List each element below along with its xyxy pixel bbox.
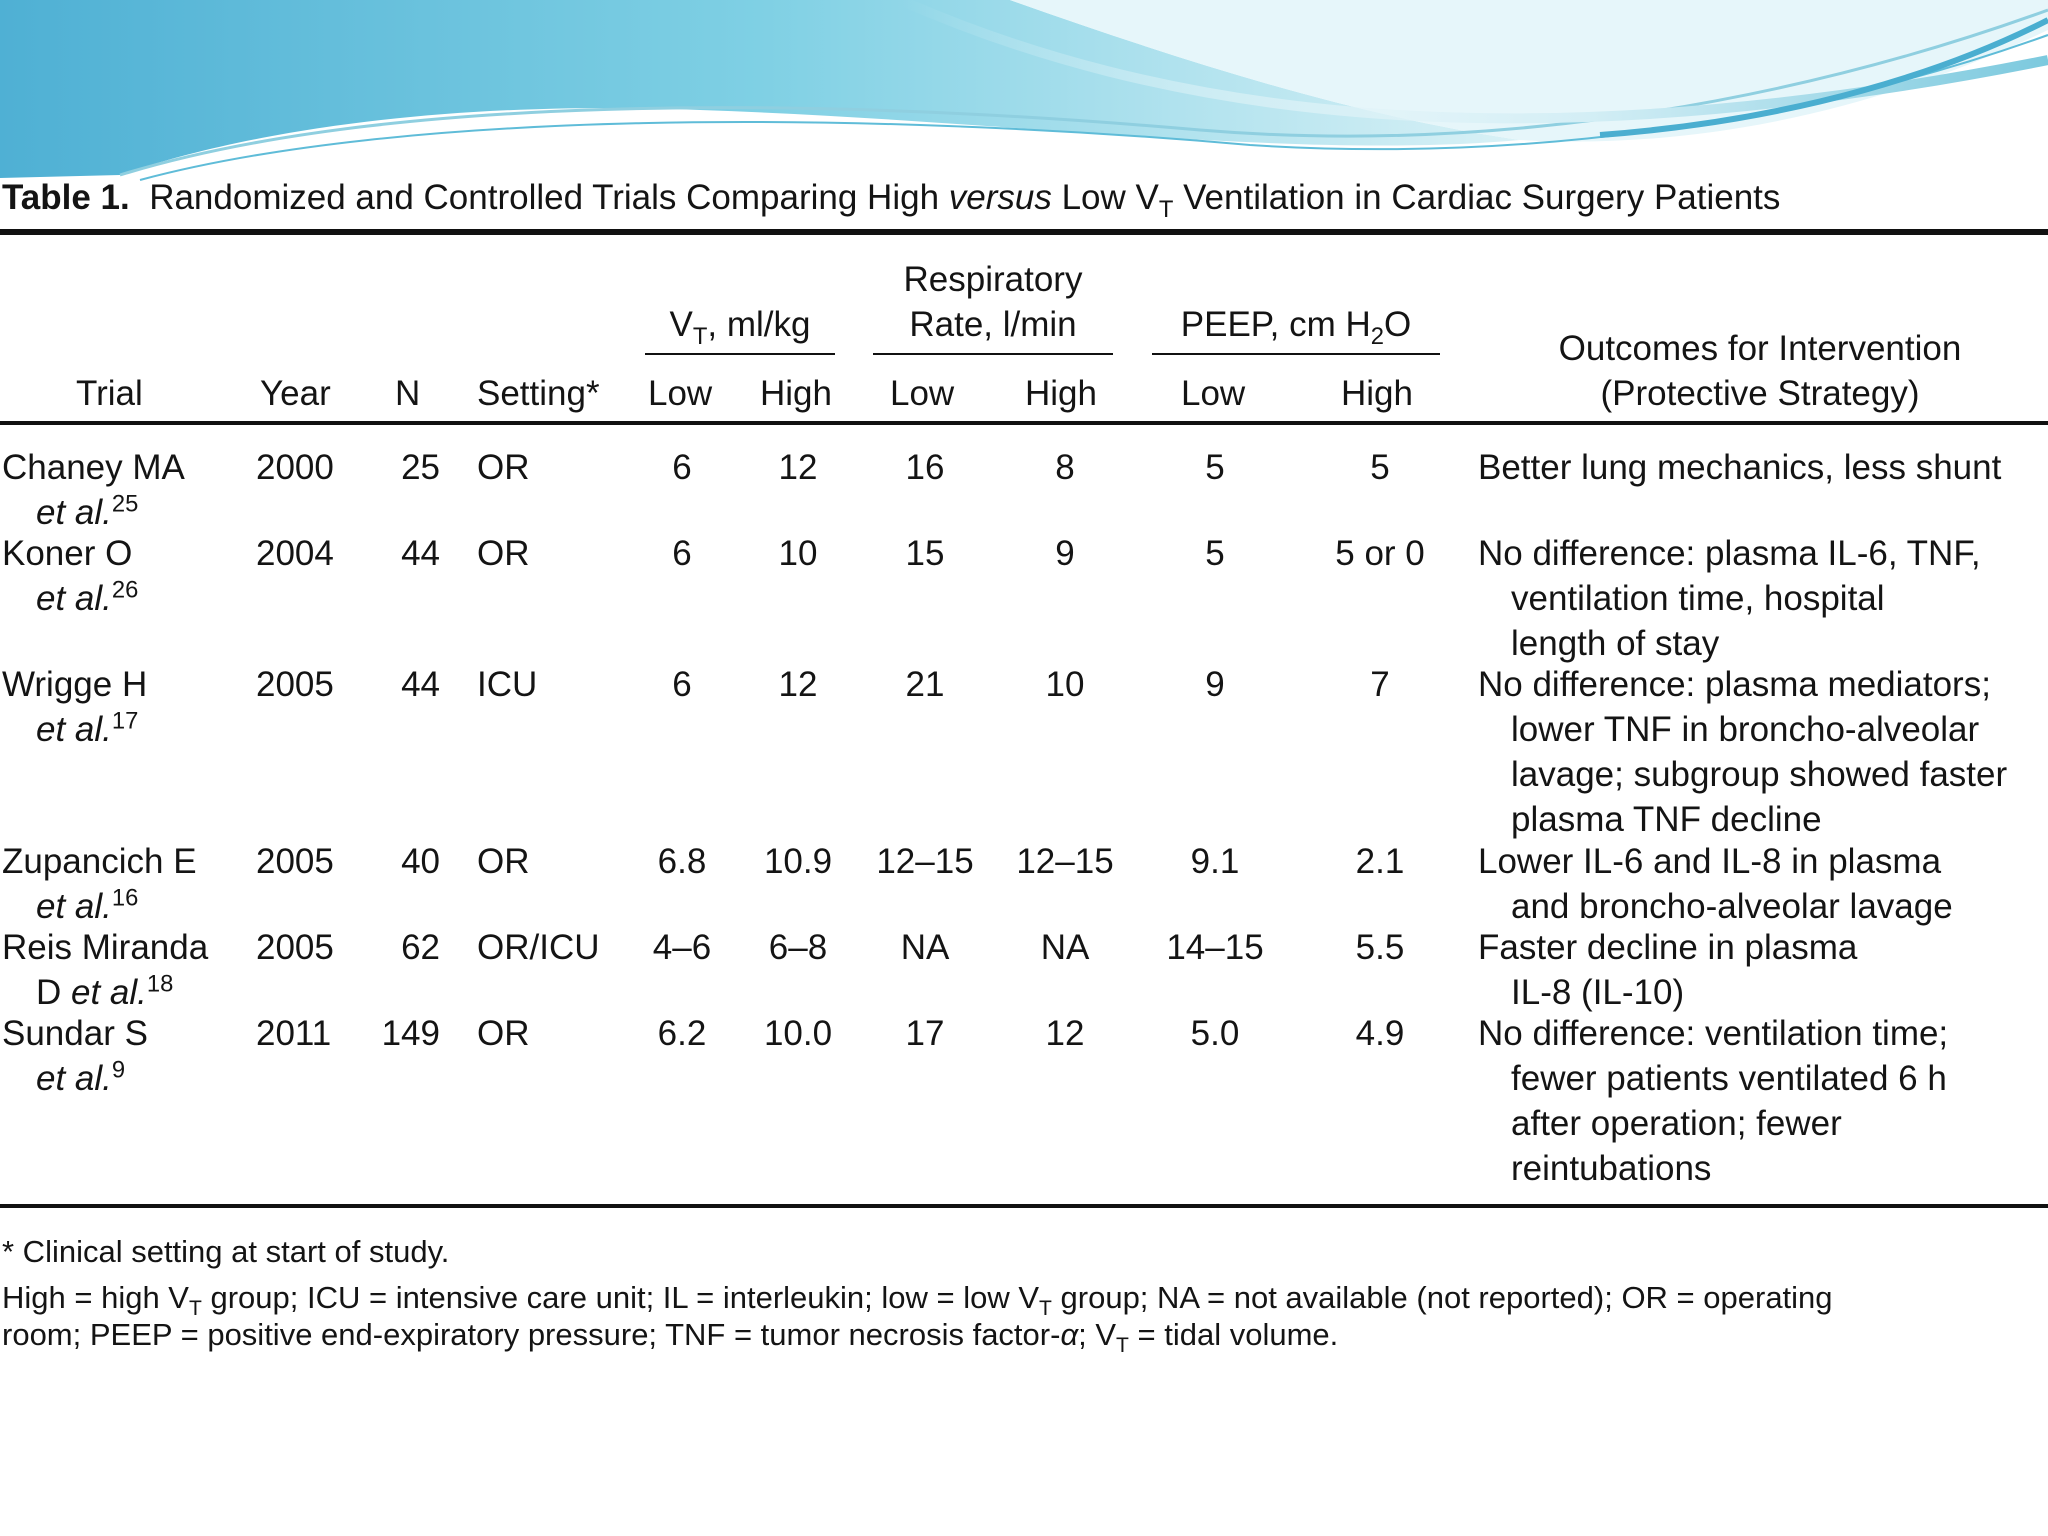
trial-name: Wrigge H	[2, 665, 148, 704]
footnote-abbreviations-line2: room; PEEP = positive end-expiratory pressure; TNF = tumor necrosis factor-α; $V_T$ = tidal volume.	[2, 1317, 1339, 1358]
header-peep-underline	[1152, 353, 1440, 355]
cell-vt-low: 4–6	[652, 928, 712, 967]
cell-rr-high: 9	[1055, 534, 1075, 573]
cell-peep-low: 14–15	[1166, 928, 1264, 967]
header-rr-group-line1: Respiratory	[903, 260, 1083, 299]
trial-name: Koner O	[2, 534, 133, 573]
cell-peep-low: 5	[1205, 534, 1225, 573]
cell-vt-high: 12	[778, 448, 818, 487]
trial-etal: et al.$^{25}$	[36, 490, 139, 532]
cell-rr-low: NA	[900, 928, 950, 967]
cell-n: 44	[401, 534, 440, 573]
cell-vt-high: 12	[778, 665, 818, 704]
cell-setting: OR/ICU	[477, 928, 600, 967]
cell-rr-high: 12–15	[1016, 842, 1114, 881]
cell-year: 2005	[256, 928, 334, 967]
cell-peep-high: 2.1	[1355, 842, 1405, 881]
cell-outcomes: Lower IL-6 and IL-8 in plasma and broncho-alveolar lavage	[1478, 842, 1953, 926]
cell-rr-high: NA	[1040, 928, 1090, 967]
cell-rr-low: 15	[905, 534, 945, 573]
cell-n: 40	[401, 842, 440, 881]
header-n: N	[395, 374, 421, 413]
header-setting: Setting*	[477, 374, 600, 413]
footnote-setting: * Clinical setting at start of study.	[2, 1234, 450, 1269]
cell-rr-low: 16	[905, 448, 945, 487]
cell-peep-high: 5	[1370, 448, 1390, 487]
header-vt-high: High	[760, 374, 832, 413]
cell-peep-low: 9.1	[1190, 842, 1240, 881]
header-rr-group-line2: Rate, l/min	[909, 305, 1077, 344]
header-peep-group: PEEP, cm $H_2O$	[1180, 305, 1412, 350]
cell-vt-high: 10.0	[763, 1014, 833, 1053]
table-caption-label: Table 1.	[2, 178, 130, 217]
cell-n: 44	[401, 665, 440, 704]
cell-vt-low: 6.8	[657, 842, 707, 881]
cell-rr-low: 17	[905, 1014, 945, 1053]
trial-etal: et al.$^{26}$	[36, 576, 139, 618]
trial-name: Sundar S	[2, 1014, 148, 1053]
header-vt-low: Low	[648, 374, 713, 413]
header-rr-low: Low	[890, 374, 955, 413]
cell-outcomes: No difference: ventilation time; fewer patients ventilated 6 h after operation; fewer reintubations	[1478, 1014, 1949, 1188]
cell-peep-high: 5.5	[1355, 928, 1405, 967]
trial-name: Reis Miranda	[2, 928, 209, 967]
cell-rr-low: 21	[905, 665, 945, 704]
cell-outcomes: Better lung mechanics, less shunt	[1478, 448, 2002, 487]
cell-outcomes: Faster decline in plasma IL-8 (IL-10)	[1478, 928, 1858, 1012]
header-rr-underline	[873, 353, 1113, 355]
cell-vt-low: 6	[672, 534, 692, 573]
cell-peep-low: 5.0	[1190, 1014, 1240, 1053]
trial-etal: et al.$^{17}$	[36, 707, 139, 749]
cell-vt-high: 10	[778, 534, 818, 573]
cell-vt-low: 6.2	[657, 1014, 707, 1053]
header-rr-high: High	[1025, 374, 1097, 413]
cell-outcomes: No difference: plasma IL-6, TNF, ventilation time, hospital length of stay	[1478, 534, 1981, 663]
cell-rr-high: 12	[1045, 1014, 1085, 1053]
cell-setting: OR	[477, 842, 530, 881]
trial-etal: D et al.$^{18}$	[36, 970, 174, 1012]
trial-name: Chaney MA	[2, 448, 185, 487]
cell-vt-low: 6	[672, 448, 692, 487]
header-peep-high: High	[1341, 374, 1413, 413]
trial-etal: et al.$^{16}$	[36, 884, 139, 926]
cell-n: 149	[381, 1014, 440, 1053]
cell-year: 2005	[256, 842, 334, 881]
cell-vt-low: 6	[672, 665, 692, 704]
header-trial: Trial	[76, 374, 143, 413]
cell-vt-high: 6–8	[768, 928, 828, 967]
header-year: Year	[260, 374, 331, 413]
cell-setting: OR	[477, 448, 530, 487]
header-vt-underline	[645, 353, 835, 355]
cell-vt-high: 10.9	[763, 842, 833, 881]
header-outcomes-line1: Outcomes for Intervention	[1558, 329, 1962, 368]
header-bottom-rule	[0, 421, 2048, 425]
trial-etal: et al.$^9$	[36, 1056, 126, 1098]
footnote-abbreviations-line1: High = high $V_T$ group; ICU = intensive care unit; IL = interleukin; low = low $V_T$ group; NA = not available (not reported); OR = operating	[2, 1280, 1833, 1321]
header-vt-group: $V_T$, ml/kg	[669, 305, 811, 350]
cell-rr-high: 8	[1055, 448, 1075, 487]
cell-peep-high: 4.9	[1355, 1014, 1405, 1053]
table-top-rule	[0, 229, 2048, 235]
trial-name: Zupancich E	[2, 842, 197, 881]
cell-peep-high: 5 or 0	[1335, 534, 1425, 573]
cell-setting: ICU	[477, 665, 538, 704]
cell-rr-low: 12–15	[876, 842, 974, 881]
cell-rr-high: 10	[1045, 665, 1085, 704]
cell-peep-high: 7	[1370, 665, 1390, 704]
cell-year: 2011	[256, 1014, 332, 1053]
cell-n: 25	[401, 448, 440, 487]
cell-peep-low: 5	[1205, 448, 1225, 487]
header-outcomes-line2: (Protective Strategy)	[1600, 374, 1920, 413]
cell-year: 2000	[256, 448, 334, 487]
cell-outcomes: No difference: plasma mediators; lower TNF in broncho-alveolar lavage; subgroup showed faster plasma TNF decline	[1478, 665, 2008, 839]
cell-year: 2004	[256, 534, 334, 573]
header-peep-low: Low	[1181, 374, 1246, 413]
table-bottom-rule	[0, 1204, 2048, 1208]
cell-setting: OR	[477, 534, 530, 573]
cell-n: 62	[401, 928, 440, 967]
cell-year: 2005	[256, 665, 334, 704]
cell-peep-low: 9	[1205, 665, 1225, 704]
cell-setting: OR	[477, 1014, 530, 1053]
table-caption	[2, 176, 1781, 223]
table-caption-text: Randomized and Controlled Trials Comparing High versus Low $V_T$ Ventilation in Cardiac Surgery Patients	[149, 178, 1781, 223]
